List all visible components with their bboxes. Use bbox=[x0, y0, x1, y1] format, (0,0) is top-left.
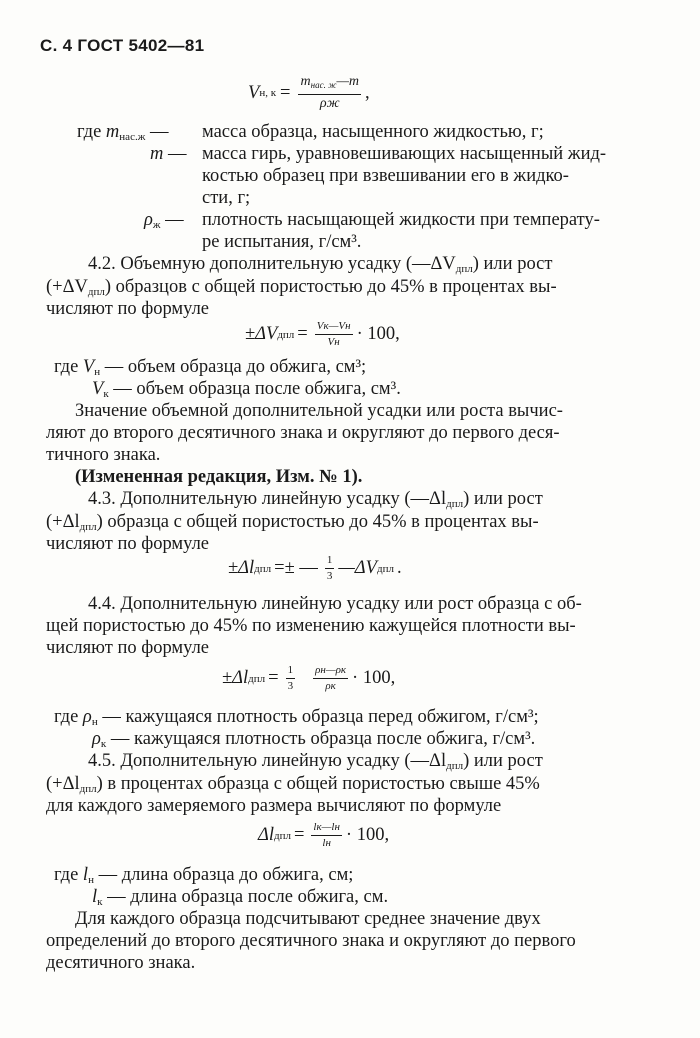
formula-fraction: $\frac{Vк—Vн}{Vн}$ bbox=[316, 320, 351, 348]
para-final-line: определений до второго десятичного знака и округляют до первого bbox=[46, 931, 576, 951]
def-line: $V_к$ — объем образца после обжига, см³. bbox=[92, 379, 401, 400]
formula-lhs-sub: н, к bbox=[259, 87, 277, 99]
para-4-4-line: щей пористостью до 45% по изменению кажущейся плотности вы- bbox=[46, 616, 576, 636]
formula-lhs: V bbox=[248, 82, 260, 103]
def-text: сти, г; bbox=[202, 188, 251, 208]
formula-fraction: $\frac{lк—lн}{lн}$ bbox=[313, 821, 340, 849]
def-symbol: m — bbox=[150, 144, 187, 164]
def-text: ре испытания, г/см³. bbox=[202, 232, 362, 252]
def-line: $\rho_к$ — кажущаяся плотность образца после обжига, г/см³. bbox=[92, 729, 536, 750]
formula-fraction: $\frac{1}{3}$ bbox=[287, 664, 294, 692]
para-value-line: Значение объемной дополнительной усадки или роста вычис- bbox=[75, 401, 563, 421]
page-header: С. 4 ГОСТ 5402—81 bbox=[40, 36, 205, 55]
formula-linear-from-volume: ±Δl дпл =± — $\frac{1}{3}$ —ΔV дпл . bbox=[228, 554, 402, 582]
def-line: где $\rho_н$ — кажущаяся плотность образца перед обжигом, г/см³; bbox=[54, 707, 539, 728]
para-4-3-line: $(+\Delta l_{дпл})$ образца с общей пористостью до 45% в процентах вы- bbox=[46, 512, 539, 533]
para-4-5-line: $(+\Delta l_{дпл})$ в процентах образца с общей пористостью свыше 45% bbox=[46, 774, 540, 795]
def-line: где $m_{нас.ж}$ — bbox=[77, 122, 169, 143]
formula-volume-change: ±ΔV дпл = $\frac{Vк—Vн}{Vн}$ · 100, bbox=[245, 320, 400, 348]
def-text: масса образца, насыщенного жидкостью, г; bbox=[202, 122, 544, 142]
def-symbol: $\rho_ж$ — bbox=[144, 210, 184, 231]
formula-eq: = bbox=[280, 82, 291, 103]
formula-fraction: $\frac{\rho н—\rho к}{\rho к}$ bbox=[315, 664, 347, 692]
edition-note: (Измененная редакция, Изм. № 1). bbox=[75, 467, 363, 487]
formula-linear-direct: Δl дпл = $\frac{lк—lн}{lн}$ · 100, bbox=[258, 821, 390, 849]
def-text: костью образец при взвешивании его в жидко- bbox=[202, 166, 569, 186]
para-4-3-line: числяют по формуле bbox=[46, 534, 210, 554]
para-4-4-line: 4.4. Дополнительную линейную усадку или рост образца с об- bbox=[88, 594, 582, 614]
para-final-line: Для каждого образца подсчитывают среднее значение двух bbox=[75, 909, 541, 929]
formula-fraction: $\frac{m_{нас. ж}—m}{\rho ж}$ bbox=[300, 74, 360, 111]
para-value-line: ляют до второго десятичного знака и округляют до первого деся- bbox=[46, 423, 560, 443]
def-text: масса гирь, уравновешивающих насыщенный жид- bbox=[202, 144, 607, 164]
para-final-line: десятичного знака. bbox=[46, 953, 196, 973]
def-text: плотность насыщающей жидкости при температу- bbox=[202, 210, 600, 230]
para-4-2-line: 4.2. Объемную дополнительную усадку $(—\Delta V_{дпл})$ или рост bbox=[88, 254, 553, 275]
formula-tail: , bbox=[365, 82, 370, 103]
para-4-5-line: 4.5. Дополнительную линейную усадку $(—\Delta l_{дпл})$ или рост bbox=[88, 751, 543, 772]
para-4-2-line: числяют по формуле bbox=[46, 299, 210, 319]
para-4-4-line: числяют по формуле bbox=[46, 638, 210, 658]
formula-fraction: $\frac{1}{3}$ bbox=[326, 554, 333, 582]
para-4-2-line: $(+\Delta V_{дпл})$ образцов с общей пористостью до 45% в процентах вы- bbox=[46, 277, 557, 298]
def-line: где $l_н$ — длина образца до обжига, см; bbox=[54, 865, 354, 886]
para-4-5-line: для каждого замеряемого размера вычисляют по формуле bbox=[46, 796, 502, 816]
def-line: где $V_н$ — объем образца до обжига, см³; bbox=[54, 357, 367, 378]
para-4-3-line: 4.3. Дополнительную линейную усадку $(—\Delta l_{дпл})$ или рост bbox=[88, 489, 543, 510]
formula-volume bbox=[248, 74, 370, 112]
para-value-line: тичного знака. bbox=[46, 445, 161, 465]
def-line: $l_к$ — длина образца после обжига, см. bbox=[92, 887, 389, 908]
formula-linear-from-density: ±Δl дпл = $\frac{1}{3}$ $\frac{\rho н—\rho к}{\rho к}$ · 100, bbox=[222, 664, 396, 692]
